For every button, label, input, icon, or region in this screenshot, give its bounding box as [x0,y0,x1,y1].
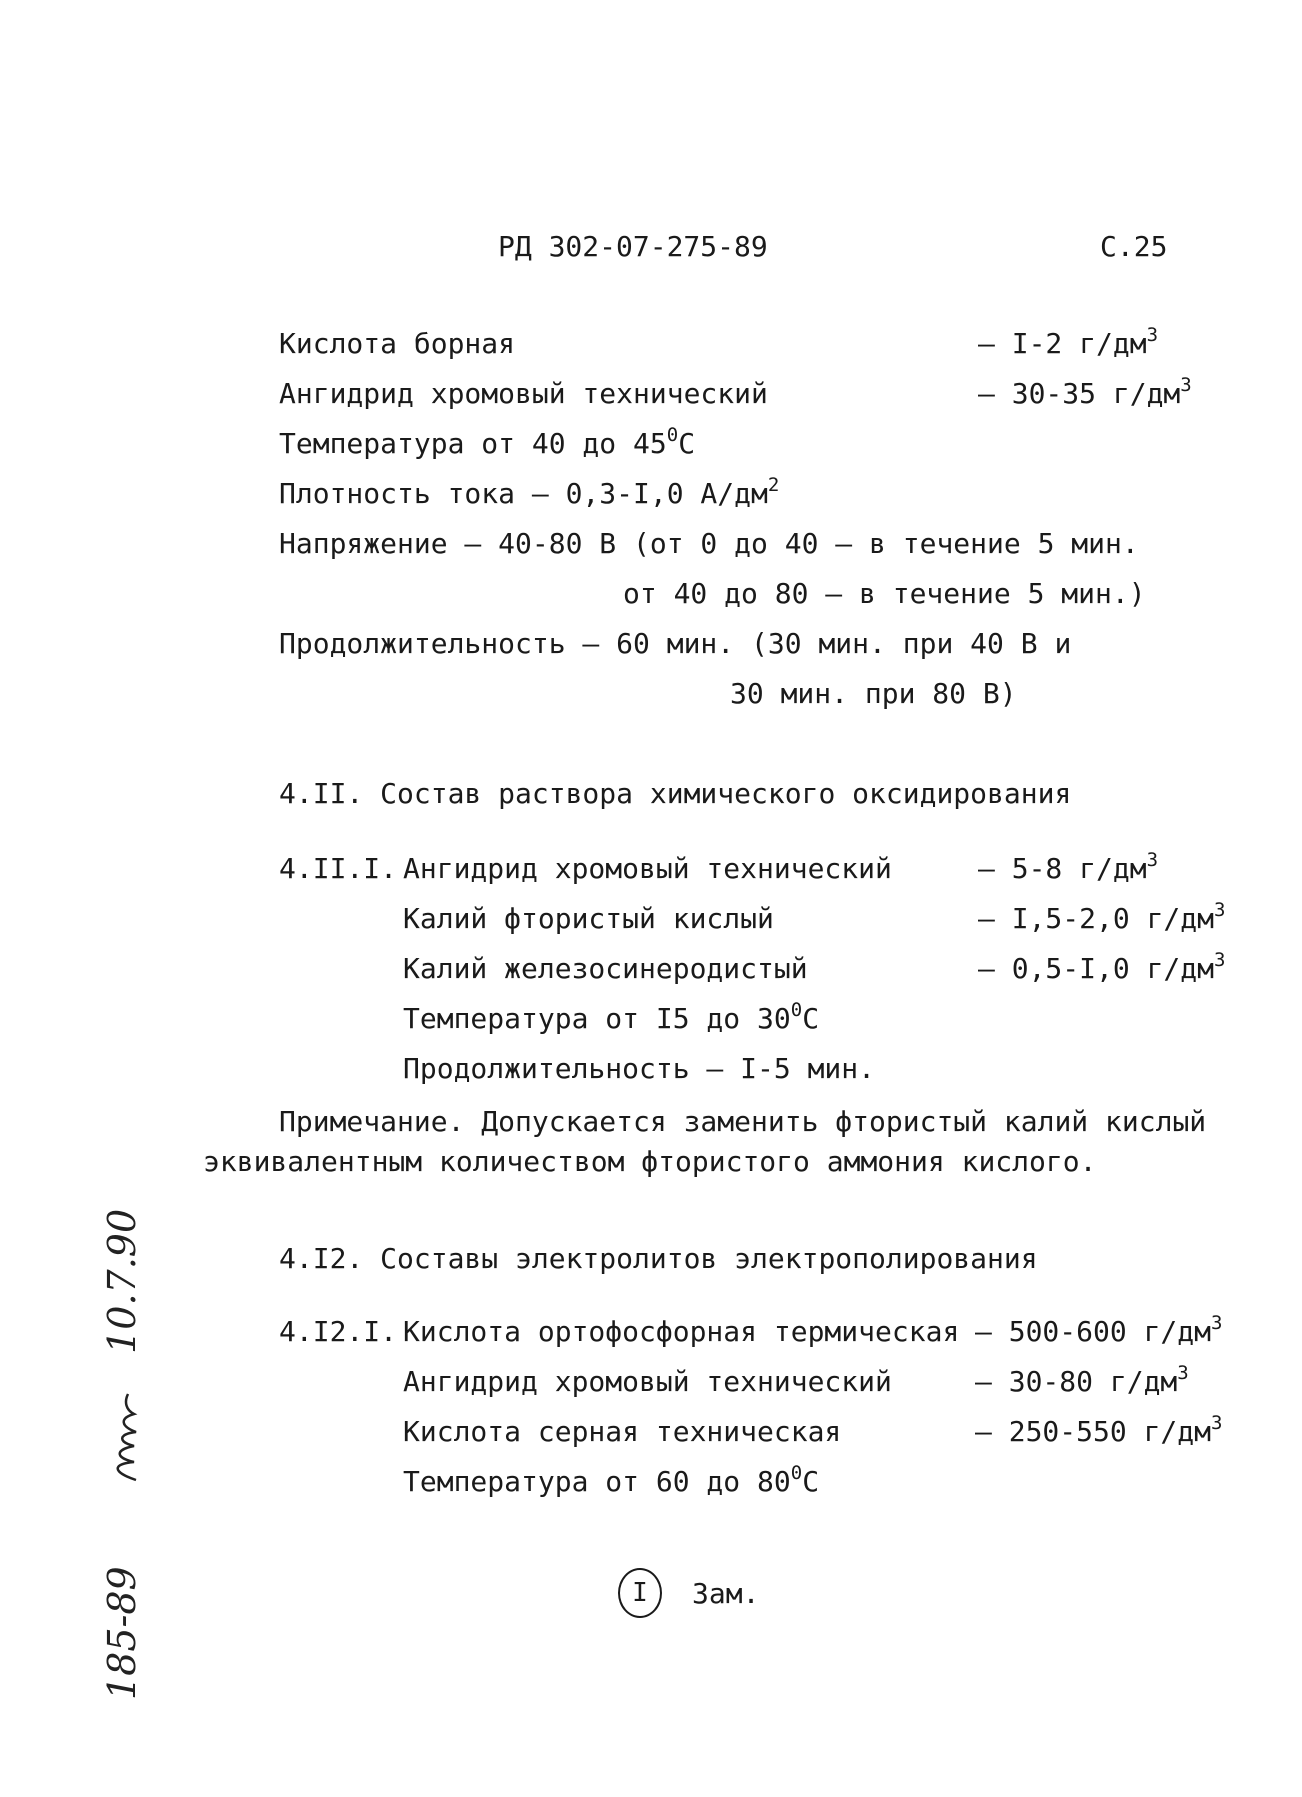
page-number: С.25 [1100,230,1168,263]
item-label: Ангидрид хромовый технический [403,1365,892,1398]
margin-date: 10.7.90 [100,1208,144,1354]
section-4-11-duration: Продолжительность – I-5 мин. [403,1052,876,1085]
change-number-circle: I [618,1568,662,1618]
temperature-line: Температура от 40 до $45^0С$ [279,424,696,460]
duration-line-2: 30 мин. при 80 В) [730,677,1017,710]
note-line-1: Примечание. Допускается заменить фтористый калий кислый [279,1105,1207,1138]
signature-scribble [100,1380,144,1482]
margin-handwritten-note [100,1209,144,1700]
voltage-line-1: Напряжение – 40-80 В (от 0 до 40 – в течение 5 мин. [279,527,1139,560]
note-line-2: эквивалентным количеством фтористого аммония кислого. [203,1145,1097,1178]
boric-acid-value: – I-2 $г/дм^3$ [978,324,1159,360]
chromic-anhydride-value: – 30-35 $г/дм^3$ [978,374,1192,410]
item-value: – 0,5-I,0 $г/дм^3$ [978,949,1226,985]
boric-acid-label: Кислота борная [279,327,516,360]
item-value: – 250-550 $г/дм^3$ [975,1412,1223,1448]
item-value: – 500-600 $г/дм^3$ [975,1312,1223,1348]
duration-line-1: Продолжительность – 60 мин. (30 мин. при 40 В и [279,627,1072,660]
item-value: – 30-80 $г/дм^3$ [975,1362,1189,1398]
section-4-11-1-number: 4.II.I. [279,852,398,885]
voltage-line-2: от 40 до 80 – в течение 5 мин.) [623,577,1146,610]
section-4-12-title: 4.I2. Составы электролитов электрополирования [279,1242,1038,1275]
item-label: Ангидрид хромовый технический [403,852,892,885]
item-label: Кислота ортофосфорная термическая [403,1315,960,1348]
margin-code: 185-89 [100,1566,144,1700]
current-density-line: Плотность тока – 0,3-I,0 $А/дм^2$ [279,474,780,510]
section-4-12-1-number: 4.I2.I. [279,1315,398,1348]
item-value: – I,5-2,0 $г/дм^3$ [978,899,1226,935]
item-label: Калий железосинеродистый [403,952,808,985]
doc-code: РД 302-07-275-89 [498,230,768,263]
section-4-11-temperature: Температура от I5 до $30^0С$ [403,999,820,1035]
chromic-anhydride-label: Ангидрид хромовый технический [279,377,768,410]
section-4-11-title: 4.II. Состав раствора химического оксидирования [279,777,1072,810]
item-label: Калий фтористый кислый [403,902,774,935]
item-label: Кислота серная техническая [403,1415,842,1448]
item-value: – 5-8 $г/дм^3$ [978,849,1159,885]
section-4-12-temperature: Температура от 60 до $80^0С$ [403,1462,820,1498]
change-label: Зам. [692,1577,760,1610]
